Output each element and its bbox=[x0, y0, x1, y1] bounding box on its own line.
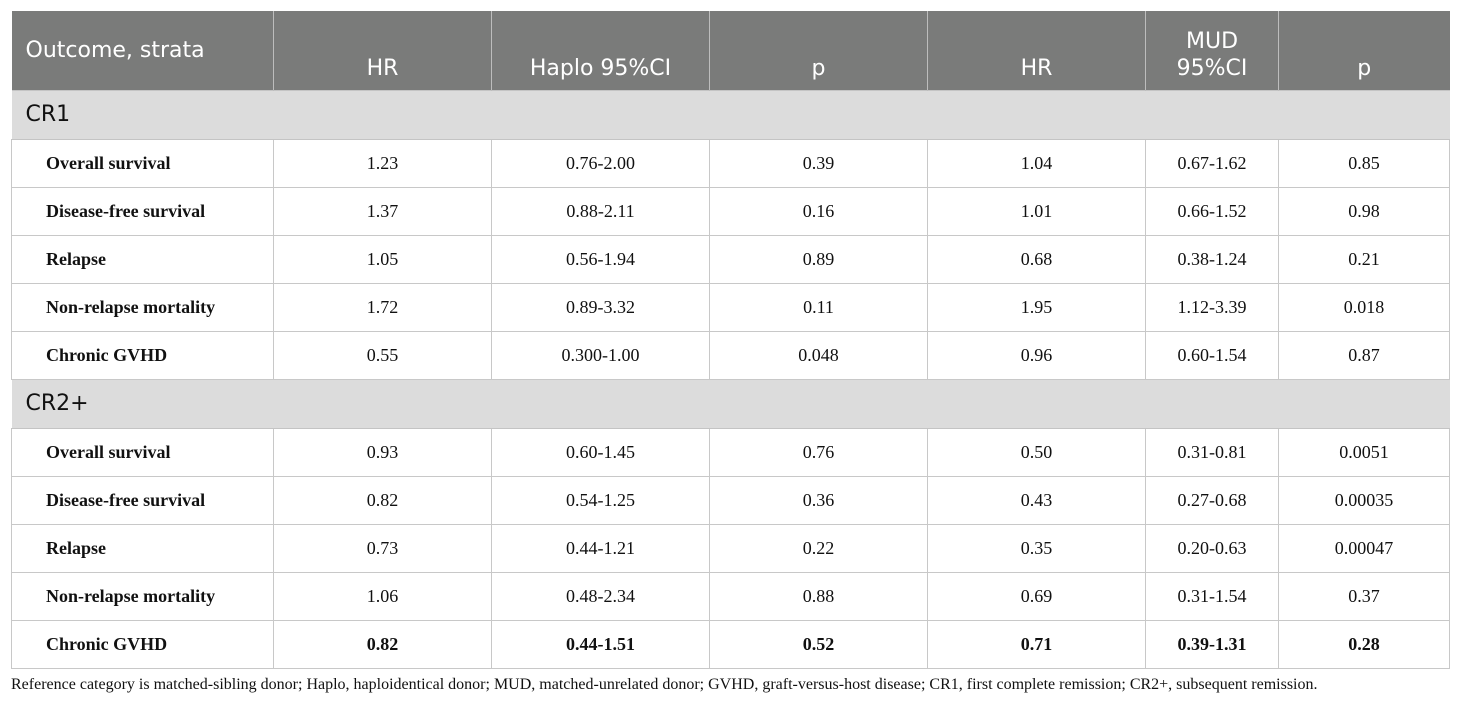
mud-hr-cell: 0.71 bbox=[928, 620, 1146, 668]
mud-p-cell: 0.00035 bbox=[1279, 476, 1450, 524]
table-row bbox=[12, 331, 1450, 379]
mud-p-cell: 0.37 bbox=[1279, 572, 1450, 620]
mud-hr-cell: 0.68 bbox=[928, 235, 1146, 283]
group-header-row bbox=[12, 90, 1450, 139]
haplo-ci-cell: 0.44-1.21 bbox=[492, 524, 710, 572]
mud-ci-cell: 0.60-1.54 bbox=[1146, 331, 1279, 379]
mud-p-cell: 0.98 bbox=[1279, 187, 1450, 235]
outcome-cell: Chronic GVHD bbox=[12, 331, 274, 379]
haplo-hr-cell: 0.73 bbox=[274, 524, 492, 572]
mud-hr-cell: 0.69 bbox=[928, 572, 1146, 620]
header-haplo-p: p bbox=[710, 11, 928, 90]
haplo-p-cell: 0.36 bbox=[710, 476, 928, 524]
mud-ci-cell: 0.31-1.54 bbox=[1146, 572, 1279, 620]
table-row bbox=[12, 572, 1450, 620]
haplo-ci-cell: 0.76-2.00 bbox=[492, 139, 710, 187]
haplo-p-cell: 0.16 bbox=[710, 187, 928, 235]
mud-p-cell: 0.28 bbox=[1279, 620, 1450, 668]
haplo-hr-cell: 0.93 bbox=[274, 428, 492, 476]
mud-ci-cell: 0.38-1.24 bbox=[1146, 235, 1279, 283]
haplo-p-cell: 0.22 bbox=[710, 524, 928, 572]
header-haplo-hr: HR bbox=[274, 11, 492, 90]
header-outcome: Outcome, strata bbox=[12, 11, 274, 90]
mud-p-cell: 0.21 bbox=[1279, 235, 1450, 283]
outcome-cell: Non-relapse mortality bbox=[12, 283, 274, 331]
table-row bbox=[12, 476, 1450, 524]
outcome-cell: Relapse bbox=[12, 524, 274, 572]
mud-p-cell: 0.00047 bbox=[1279, 524, 1450, 572]
mud-hr-cell: 0.35 bbox=[928, 524, 1146, 572]
haplo-p-cell: 0.89 bbox=[710, 235, 928, 283]
table-row bbox=[12, 524, 1450, 572]
haplo-p-cell: 0.88 bbox=[710, 572, 928, 620]
haplo-hr-cell: 0.55 bbox=[274, 331, 492, 379]
outcome-cell: Disease-free survival bbox=[12, 476, 274, 524]
table-row bbox=[12, 235, 1450, 283]
mud-ci-cell: 0.20-0.63 bbox=[1146, 524, 1279, 572]
mud-ci-cell: 0.31-0.81 bbox=[1146, 428, 1279, 476]
mud-ci-cell: 0.66-1.52 bbox=[1146, 187, 1279, 235]
table-row bbox=[12, 187, 1450, 235]
haplo-ci-cell: 0.56-1.94 bbox=[492, 235, 710, 283]
mud-p-cell: 0.87 bbox=[1279, 331, 1450, 379]
mud-p-cell: 0.018 bbox=[1279, 283, 1450, 331]
table-row bbox=[12, 428, 1450, 476]
haplo-ci-cell: 0.54-1.25 bbox=[492, 476, 710, 524]
mud-hr-cell: 1.01 bbox=[928, 187, 1146, 235]
haplo-p-cell: 0.048 bbox=[710, 331, 928, 379]
table-row bbox=[12, 139, 1450, 187]
haplo-ci-cell: 0.89-3.32 bbox=[492, 283, 710, 331]
outcome-cell: Overall survival bbox=[12, 139, 274, 187]
outcome-cell: Non-relapse mortality bbox=[12, 572, 274, 620]
header-mud-hr: HR bbox=[928, 11, 1146, 90]
group-header-row bbox=[12, 379, 1450, 428]
outcome-cell: Chronic GVHD bbox=[12, 620, 274, 668]
mud-ci-cell: 0.67-1.62 bbox=[1146, 139, 1279, 187]
outcome-cell: Overall survival bbox=[12, 428, 274, 476]
haplo-p-cell: 0.52 bbox=[710, 620, 928, 668]
group-label: CR1 bbox=[12, 90, 1450, 139]
outcome-cell: Relapse bbox=[12, 235, 274, 283]
table-row bbox=[12, 283, 1450, 331]
mud-hr-cell: 0.96 bbox=[928, 331, 1146, 379]
haplo-ci-cell: 0.300-1.00 bbox=[492, 331, 710, 379]
haplo-hr-cell: 1.06 bbox=[274, 572, 492, 620]
haplo-ci-cell: 0.44-1.51 bbox=[492, 620, 710, 668]
results-table-container bbox=[11, 11, 1449, 669]
haplo-hr-cell: 1.05 bbox=[274, 235, 492, 283]
table-body bbox=[12, 90, 1450, 668]
haplo-hr-cell: 1.72 bbox=[274, 283, 492, 331]
haplo-p-cell: 0.11 bbox=[710, 283, 928, 331]
mud-hr-cell: 1.95 bbox=[928, 283, 1146, 331]
haplo-ci-cell: 0.88-2.11 bbox=[492, 187, 710, 235]
table-row bbox=[12, 620, 1450, 668]
table-footnote: Reference category is matched-sibling donor; Haplo, haploidentical donor; MUD, matched-unrelated donor; GVHD, graft-versus-host disease; CR1, first complete remission; CR2+, subsequent remission. bbox=[11, 676, 1318, 693]
haplo-hr-cell: 1.23 bbox=[274, 139, 492, 187]
mud-ci-cell: 0.39-1.31 bbox=[1146, 620, 1279, 668]
mud-hr-cell: 1.04 bbox=[928, 139, 1146, 187]
table-header bbox=[12, 11, 1450, 90]
mud-p-cell: 0.85 bbox=[1279, 139, 1450, 187]
mud-ci-cell: 1.12-3.39 bbox=[1146, 283, 1279, 331]
group-label: CR2+ bbox=[12, 379, 1450, 428]
haplo-p-cell: 0.76 bbox=[710, 428, 928, 476]
header-mud-ci: MUD 95%CI bbox=[1146, 11, 1279, 90]
header-row bbox=[12, 11, 1450, 90]
mud-ci-cell: 0.27-0.68 bbox=[1146, 476, 1279, 524]
header-haplo-ci: Haplo 95%CI bbox=[492, 11, 710, 90]
haplo-p-cell: 0.39 bbox=[710, 139, 928, 187]
outcome-cell: Disease-free survival bbox=[12, 187, 274, 235]
header-mud-p: p bbox=[1279, 11, 1450, 90]
mud-hr-cell: 0.43 bbox=[928, 476, 1146, 524]
mud-hr-cell: 0.50 bbox=[928, 428, 1146, 476]
haplo-ci-cell: 0.60-1.45 bbox=[492, 428, 710, 476]
mud-p-cell: 0.0051 bbox=[1279, 428, 1450, 476]
haplo-hr-cell: 0.82 bbox=[274, 620, 492, 668]
haplo-ci-cell: 0.48-2.34 bbox=[492, 572, 710, 620]
haplo-hr-cell: 0.82 bbox=[274, 476, 492, 524]
haplo-hr-cell: 1.37 bbox=[274, 187, 492, 235]
hazard-ratio-table bbox=[11, 11, 1450, 669]
